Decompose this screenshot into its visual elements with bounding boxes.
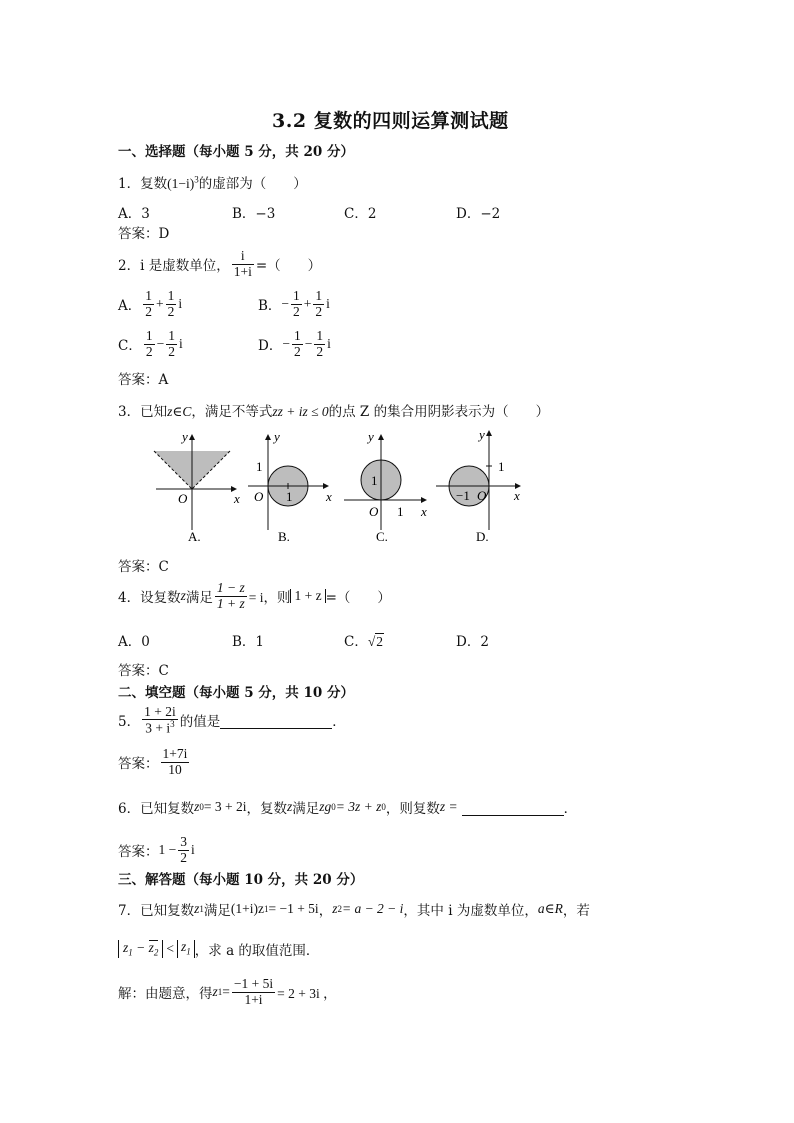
question-4: 4． 设复数 z 满足 $\frac{1 - z}{1 + z}$ = i，则 1 + z =（ ）: [118, 580, 391, 611]
svg-text:1: 1: [371, 473, 378, 488]
section-heading-solve: 三、解答题（每小题 10 分，共 20 分）: [118, 872, 364, 888]
question-number: 2．: [118, 258, 141, 274]
option-b: B．1: [232, 634, 265, 650]
fraction: $\frac{i}{1+i}$: [233, 248, 252, 279]
question-7: 7． 已知复数 z 1 满足 (1+i)z 1 = −1 + 5i ， z 2 = a − 2 − i ，其中 i 为虚数单位， a∈R ，若: [118, 901, 590, 919]
answer-blank[interactable]: [220, 712, 332, 729]
svg-text:1: 1: [397, 504, 404, 519]
question-6: 6． 已知复数 z 0 = 3 + 2i ，复数 z 满足 zg 0 = 3z + z 0 ，则复数 z = ．: [118, 799, 578, 817]
option-a: A．3: [118, 206, 150, 222]
option-a: A． 1 2 + $\frac{1}{2}$ i: [118, 288, 183, 319]
svg-text:y: y: [479, 427, 485, 442]
option-d: D． − $\frac{1}{2}$ − $\frac{1}{2}$ i: [258, 328, 331, 359]
question-2: [118, 244, 321, 284]
question-text: i 是虚数单位，: [140, 258, 230, 274]
answer-6: 答案： 1 − $\frac{3}{2}$ i: [118, 834, 195, 865]
figure-label-c: C.: [376, 529, 388, 544]
svg-text:y: y: [274, 429, 280, 444]
svg-text:O: O: [178, 491, 188, 506]
question-5: 5． 1 + 2i $3 + i^3$ 的值是 ．: [118, 703, 346, 736]
answer-4: 答案：C: [118, 663, 169, 679]
section-heading-choice: 一、选择题（每小题 5 分，共 20 分）: [118, 144, 354, 160]
question-number: 3．: [118, 404, 141, 420]
svg-text:1: 1: [256, 459, 263, 474]
option-b: B． − $\frac{1}{2}$ + $\frac{1}{2}$ i: [258, 288, 330, 319]
question-3: 3．已知z∈C，满足不等式zz + iz ≤ 0的点 Z 的集合用阴影表示为（ ）: [118, 404, 550, 420]
option-c: C． 1 2 − $\frac{1}{2}$ i: [118, 328, 183, 359]
svg-text:x: x: [421, 504, 427, 519]
answer-1: 答案：D: [118, 226, 170, 242]
option-a: A．0: [118, 634, 150, 650]
svg-text:y: y: [182, 429, 188, 444]
question-1: [118, 172, 307, 192]
option-c: C．√2: [344, 634, 384, 650]
exponent: 3: [194, 174, 199, 185]
svg-text:x: x: [514, 488, 520, 503]
svg-text:y: y: [368, 429, 374, 444]
option-d: D．2: [456, 634, 489, 650]
svg-text:−1: −1: [456, 488, 470, 503]
question-text: =（ ）: [255, 258, 322, 274]
figures-q3: [140, 425, 540, 550]
svg-text:O: O: [254, 489, 264, 504]
svg-text:1: 1: [498, 459, 505, 474]
option-b: B．−3: [232, 206, 276, 222]
option-d: D．−2: [456, 206, 501, 222]
figure-label-b: B.: [278, 529, 290, 544]
solution-7: 解：由题意，得 z 1 = $\frac{-1 + 5i}{1+i}$ = 2 + 3i ，: [118, 976, 337, 1007]
svg-text:O: O: [477, 488, 487, 503]
figure-c: [344, 429, 427, 544]
math-expr: (1−i): [167, 176, 195, 191]
question-7-cont: $z_1 - z_2$ < $z_1$ ，求 a 的取值范围．: [118, 936, 319, 962]
svg-text:x: x: [326, 489, 332, 504]
section-heading-fill: 二、填空题（每小题 5 分，共 10 分）: [118, 685, 354, 701]
figure-d: [436, 427, 520, 544]
figure-label-a: A.: [188, 529, 201, 544]
figure-label-d: D.: [476, 529, 489, 544]
question-number: 1．: [118, 176, 141, 192]
answer-blank[interactable]: [462, 799, 564, 816]
figure-a: [154, 429, 240, 544]
svg-text:x: x: [234, 491, 240, 506]
answer-2: 答案：A: [118, 372, 169, 388]
question-text: 的虚部为（ ）: [198, 176, 307, 192]
svg-text:O: O: [369, 504, 379, 519]
question-text: 复数: [140, 176, 168, 192]
figure-b: [248, 429, 332, 544]
answer-3: 答案：C: [118, 559, 169, 575]
answer-5: 答案： 1+7i 10: [118, 746, 188, 777]
option-c: C．2: [344, 206, 377, 222]
svg-text:1: 1: [286, 489, 293, 504]
page-title: 3.2 复数的四则运算测试题: [272, 110, 509, 132]
